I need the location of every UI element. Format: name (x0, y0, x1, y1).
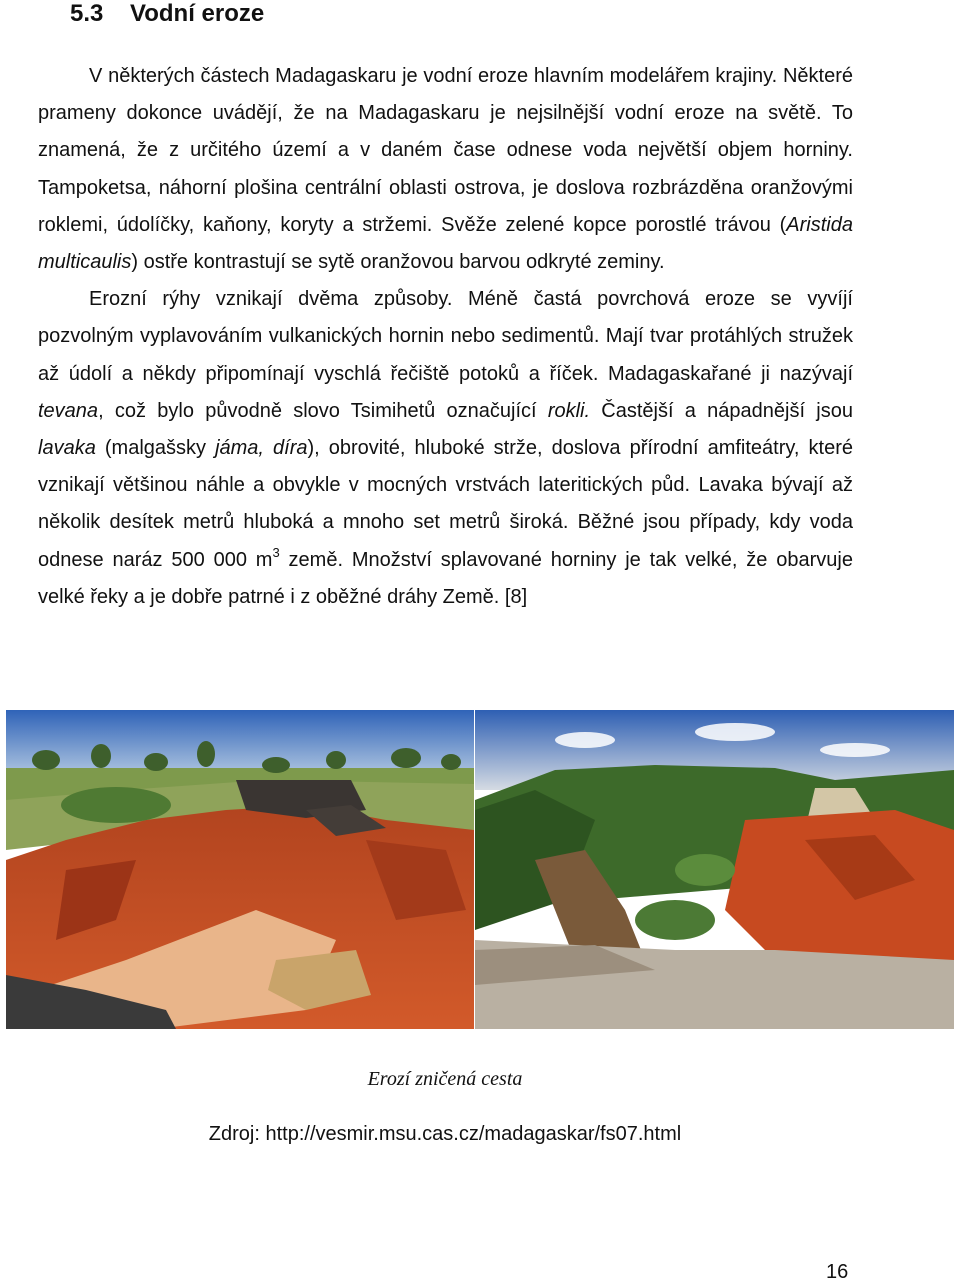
term-lavaka: lavaka (38, 437, 96, 460)
body-text (38, 58, 853, 616)
section-heading (70, 0, 264, 28)
paragraph-2-text-a: Erozní rýhy vznikají dvěma způsoby. Méně častá povrchová eroze se vyvíjí pozvolným vyplavováním vulkanických hornin nebo sedimentů. Mají tvar protáhlých stružek až údolí a někdy připomínají vyschlá řečiště potoků a říček. Madagaskařané ji nazývají (38, 288, 853, 385)
section-number: 5.3 (70, 0, 104, 27)
species-name: Aristida multicaulis (38, 213, 853, 274)
figure-caption: Erozí zničená cesta (367, 1068, 523, 1090)
page-number: 16 (826, 1261, 849, 1283)
paragraph-2-text-d: (malgašsky (95, 437, 216, 460)
paragraph-2-text-c: Častější a nápadnější jsou (590, 399, 853, 422)
paragraph-2-text-b: , což bylo původně slovo Tsimihetů označující (98, 399, 548, 422)
figure-source: Zdroj: http://vesmir.msu.cas.cz/madagaskar/fs07.html (208, 1123, 682, 1145)
photo-eroded-road-right-graphic (475, 710, 954, 1029)
superscript-3: 3 (272, 544, 280, 560)
section-title: Vodní eroze (130, 0, 265, 27)
photo-eroded-road-right (475, 710, 954, 1029)
paragraph-1-text-a: V některých částech Madagaskaru je vodní eroze hlavním modelářem krajiny. Některé prameny dokonce uvádějí, že na Madagaskaru je nejsilnější vodní eroze na světě. To znamená, že z určitého území a v daném čase odnese voda největší objem horniny. Tampoketsa, náhorní plošina centrální oblasti ostrova, je doslova rozbrázděna oranžovými roklemi, údolíčky, kaňony, koryty a stržemi. Svěže zelené kopce porostlé trávou ( (38, 65, 853, 236)
paragraph-2 (38, 281, 853, 616)
term-tevana: tevana (38, 399, 99, 422)
paragraph-2-text-e: ), obrovité, hluboké strže, doslova přírodní amfiteátry, které vznikají většinou náhle a obvykle v mocných vrstvách lateritických půd. Lavaka bývají až několik desítek metrů hluboká a mnoho set metrů široká. Běžné jsou případy, kdy voda odnese naráz 500 000 m (38, 437, 853, 571)
term-rokli: rokli. (547, 399, 591, 422)
paragraph-2-text-f: země. Množství splavované horniny je tak velké, že obarvuje velké řeky a je dobře patrné i z oběžné dráhy Země. [8] (38, 548, 853, 608)
photo-eroded-road-left (6, 710, 474, 1029)
paragraph-1 (38, 58, 853, 281)
term-jama-dira: jáma, díra (215, 437, 308, 460)
photo-eroded-road-left-graphic (6, 710, 474, 1029)
paragraph-1-text-b: ) ostře kontrastují se sytě oranžovou barvou odkryté zeminy. (131, 251, 665, 274)
